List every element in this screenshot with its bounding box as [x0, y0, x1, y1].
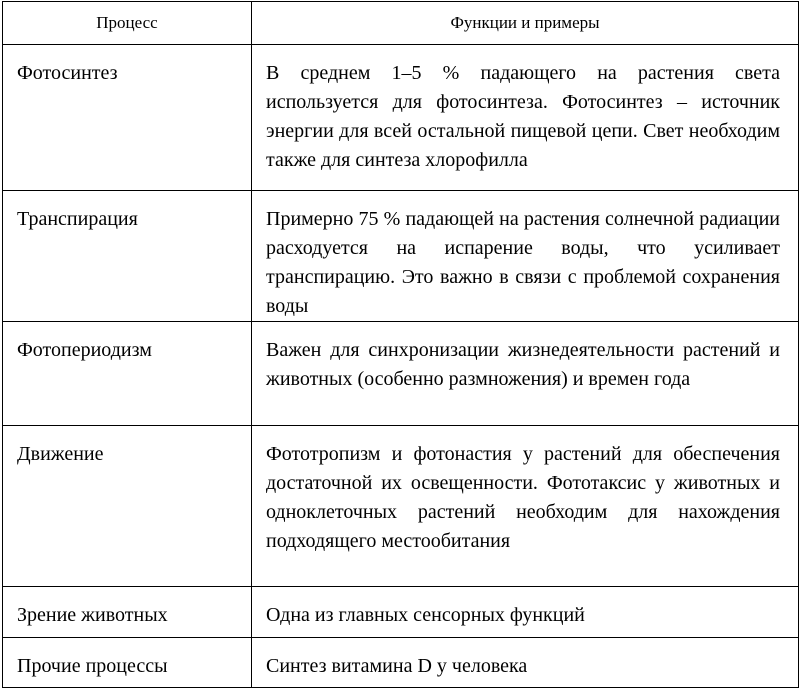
table-row [3, 426, 799, 587]
table-row [3, 638, 799, 688]
table-row [3, 191, 799, 322]
process-cell: Движение [3, 426, 252, 587]
light-functions-table [2, 1, 799, 688]
header-process: Процесс [3, 2, 252, 45]
description-cell: Одна из главных сенсорных функций [252, 587, 799, 638]
header-functions: Функции и примеры [252, 2, 799, 45]
description-cell: Синтез витамина D у человека [252, 638, 799, 688]
process-cell: Транспирация [3, 191, 252, 322]
process-cell: Фотопериодизм [3, 322, 252, 426]
table-row [3, 587, 799, 638]
description-cell: В среднем 1–5 % падающего на растения света используется для фотосинтеза. Фотосинтез – источник энергии для всей остальной пищевой цепи. Свет необходим также для синтеза хлорофилла [252, 45, 799, 191]
description-cell: Важен для синхронизации жизнедеятельности растений и животных (особенно размножения) и времен года [252, 322, 799, 426]
description-cell: Примерно 75 % падающей на растения солнечной радиации расходуется на испарение воды, что усиливает транспирацию. Это важно в связи с проблемой сохранения воды [252, 191, 799, 322]
table-header-row [3, 2, 799, 45]
process-cell: Фотосинтез [3, 45, 252, 191]
description-cell: Фототропизм и фотонастия у растений для обеспечения достаточной их освещенности. Фототаксис у животных и одноклеточных растений необходим для нахождения подходящего местообитания [252, 426, 799, 587]
process-cell: Зрение животных [3, 587, 252, 638]
table-row [3, 45, 799, 191]
process-cell: Прочие процессы [3, 638, 252, 688]
table-row [3, 322, 799, 426]
